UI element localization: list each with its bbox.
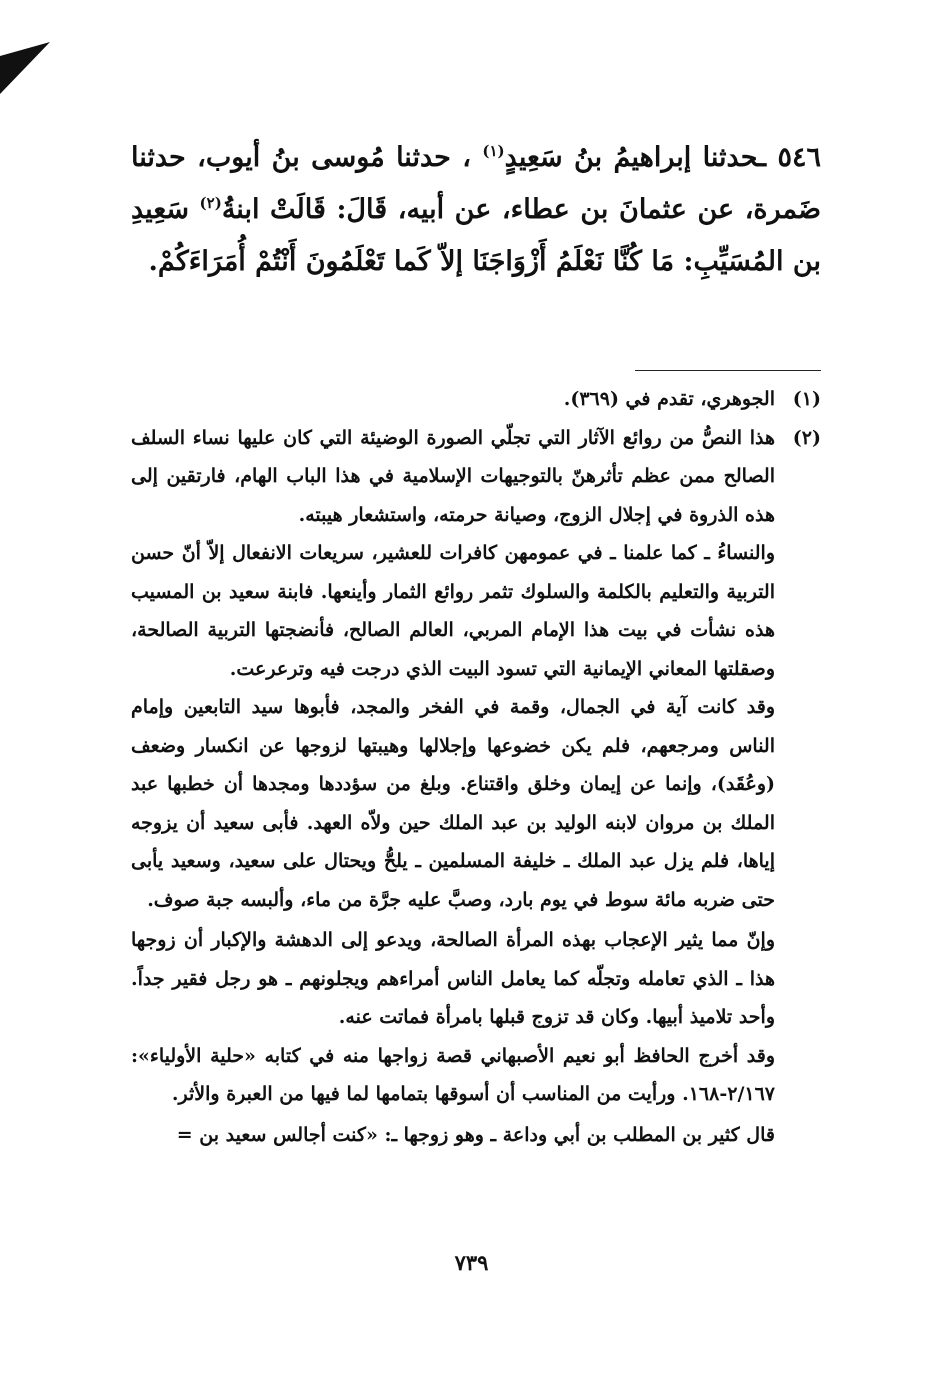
footnote-paragraph: وإنّ مما يثير الإعجاب بهذه المرأة الصالحة، ويدعو إلى الدهشة والإكبار أن زوجها هذا ـ الذي تعامله وتجلّه كما يعامل الناس أمراءهم ويجلونهم ـ هو رجل فقير جداً. وأحد تلاميذ أبيها. وكان قد تزوج قبلها بامرأة فماتت عنه. <box>131 929 775 1028</box>
hadith-matn: سَعِيدِ بن المُسَيِّبِ: مَا كُنَّا نَعْلَمُ أَزْوَاجَنَا إلاّ كَما تَعْلَمُونَ أَنْتُمْ أُمَرَاءَكُمْ. <box>131 194 821 277</box>
footnote-paragraph: هذا النصُّ من روائع الآثار التي تجلّي الصورة الوضيئة التي كان عليها نساء السلف الصالح ممن عظم تأثرهنّ بالتوجيهات الإسلامية في هذا الباب الهام، فارتقين إلى هذه الذروة في إجلال الزوج، وصيانة حرمته، واستشعار هيبته. <box>131 426 775 526</box>
footnote-2 <box>131 419 821 1155</box>
footnote-separator <box>635 370 821 371</box>
footnote-paragraph: وقد كانت آية في الجمال، وقمة في الفخر والمجد، فأبوها سيد التابعين وإمام الناس ومرجعهم، فلم يكن خضوعها وإجلالها وهيبتها لزوجها عن انكسار وضعف (وعُقَد)، وإنما عن إيمان وخلق واقتناع. وبلغ من سؤددها ومجدها أن خطبها عبد الملك بن مروان لابنه الوليد بن عبد الملك حين ولاّه العهد. فأبى سعيد أن يزوجه إياها، فلم يزل عبد الملك ـ خليفة المسلمين ـ يلحُّ ويحتال على سعيد، وسعيد يأبى حتى ضربه مائة سوط في يوم بارد، وصبَّ عليه جرَّة من ماء، وألبسه جبة صوف. <box>131 696 775 911</box>
footnote-paragraph: قال كثير بن المطلب بن أبي وداعة ـ وهو زوجها ـ: «كنت أجالس سعيد بن = <box>176 1123 775 1146</box>
hadith-chain-start: ـحدثنا إبراهيمُ بنُ سَعِيدٍ <box>504 142 767 173</box>
footnote-body <box>131 419 775 1155</box>
footnote-ref-2[interactable]: (٢) <box>199 194 222 212</box>
footnote-number: (٢) <box>792 426 821 449</box>
hadith-text <box>131 132 821 288</box>
footnote-paragraph: والنساءُ ـ كما علمنا ـ في عمومهن كافرات للعشير، سريعات الانفعال إلاّ أنّ حسن التربية والتعليم بالكلمة والسلوك تثمر روائع الثمار وأينعها. فابنة سعيد بن المسيب هذه نشأت في بيت هذا الإمام المربي، العالم الصالح، فأنضجتها التربية الصالحة، وصقلتها المعاني الإيمانية التي تسود البيت الذي درجت فيه وترعرعت. <box>131 542 775 680</box>
footnote-paragraph: وقد أخرج الحافظ أبو نعيم الأصبهاني قصة زواجها منه في كتابه «حلية الأولياء»: ٢/١٦٧-١٦٨. ورأيت من المناسب أن أسوقها بتمامها لما فيها من العبرة والأثر. <box>131 1044 775 1105</box>
footnotes-section <box>131 380 821 1154</box>
footnote-number: (١) <box>792 388 821 410</box>
footnote-1 <box>131 380 821 419</box>
footnote-body <box>131 380 775 419</box>
hadith-chain-continued: ، حدثنا مُوسى بنُ أيوب، حدثنا ضَمرة، عن عثمانَ بن عطاء، عن أبيه، قَالَ: قَالَتْ ابنةُ <box>131 142 822 225</box>
page-number: ٧٣٩ <box>454 1250 489 1275</box>
hadith-number: ٥٤٦ <box>777 142 821 173</box>
footnote-ref-1[interactable]: (١) <box>482 142 505 160</box>
footnote-paragraph: الجوهري، تقدم في (٣٦٩). <box>563 388 775 410</box>
